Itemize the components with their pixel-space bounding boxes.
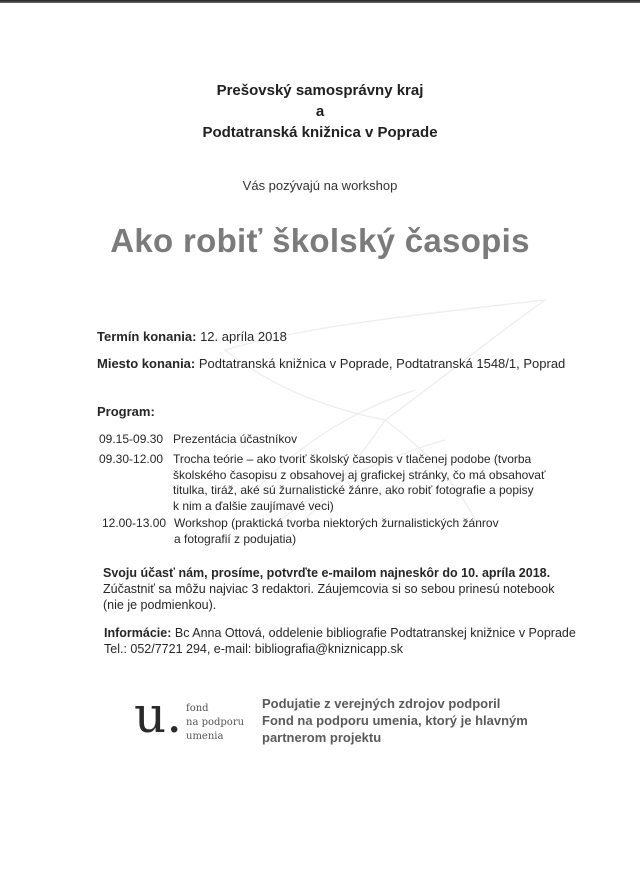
invitation-line: Vás pozývajú na workshop — [242, 178, 398, 193]
program-line: Workshop (praktická tvorba niektorých žurnalistických žánrov — [174, 516, 499, 530]
sponsor-line: partnerom projektu — [262, 730, 382, 745]
contact-phone-email: Tel.: 052/7721 294, e-mail: bibliografia@kniznicapp.sk — [104, 642, 403, 656]
logo-line: fond — [186, 703, 209, 714]
date-value: 12. apríla 2018 — [200, 329, 287, 344]
confirmation-deadline: Svoju účasť nám, prosíme, potvrďte e-mailom najneskôr do 10. apríla 2018. — [103, 566, 551, 580]
sponsor-line: Fond na podporu umenia, ktorý je hlavným — [262, 713, 528, 728]
date-line — [97, 329, 287, 344]
event-title: Ako robiť školský časopis — [110, 222, 530, 259]
logo-line: umenia — [186, 731, 224, 742]
organizer-1: Prešovský samosprávny kraj — [216, 82, 424, 99]
date-label: Termín konania: — [97, 329, 197, 344]
program-description — [173, 452, 545, 514]
program-line: a fotografií z podujatia) — [174, 531, 297, 546]
program-description — [174, 516, 499, 547]
organizer-conjunction: a — [315, 103, 325, 120]
program-time: 09.30-12.00 — [99, 452, 164, 466]
place-value: Podtatranská knižnica v Poprade, Podtatranská 1548/1, Poprad — [198, 356, 566, 371]
contact-label: Informácie: — [104, 626, 172, 640]
program-line: školského časopisu z obsahovej aj grafickej stránky, čo má obsahovať — [173, 467, 546, 482]
organizer-2: Podtatranská knižnica v Poprade — [202, 124, 438, 141]
program-time: 12.00-13.00 — [102, 516, 167, 530]
capacity-note: Zúčastniť sa môžu najviac 3 redaktori. Záujemcovia si so sebou prinesú notebook — [103, 582, 555, 596]
sponsor-line: Podujatie z verejných zdrojov podporil — [262, 696, 501, 711]
place-line — [97, 356, 565, 371]
program-description — [173, 432, 297, 448]
capacity-note-2: (nie je podmienkou). — [103, 598, 217, 612]
place-label: Miesto konania: — [97, 356, 196, 371]
fpu-logo-icon: u. — [134, 686, 183, 744]
contact-person: Bc Anna Ottová, oddelenie bibliografie Podtatranskej knižnice v Poprade — [174, 626, 576, 640]
logo-line: na podporu — [186, 717, 245, 728]
fpu-logo-text — [186, 702, 244, 744]
program-heading: Program: — [97, 404, 155, 419]
sponsor-note — [262, 695, 562, 746]
contact-line — [104, 626, 576, 640]
program-line: Trocha teórie – ako tvoriť školský časopis v tlačenej podobe (tvorba — [173, 452, 532, 466]
program-line: k nim a ďalšie zaujímavé veci) — [173, 498, 334, 513]
program-line: titulka, tiráž, aké sú žurnalistické žánre, ako robiť fotografie a popisy — [173, 483, 534, 497]
program-line: Prezentácia účastníkov — [173, 432, 298, 446]
program-time: 09.15-09.30 — [99, 432, 164, 446]
